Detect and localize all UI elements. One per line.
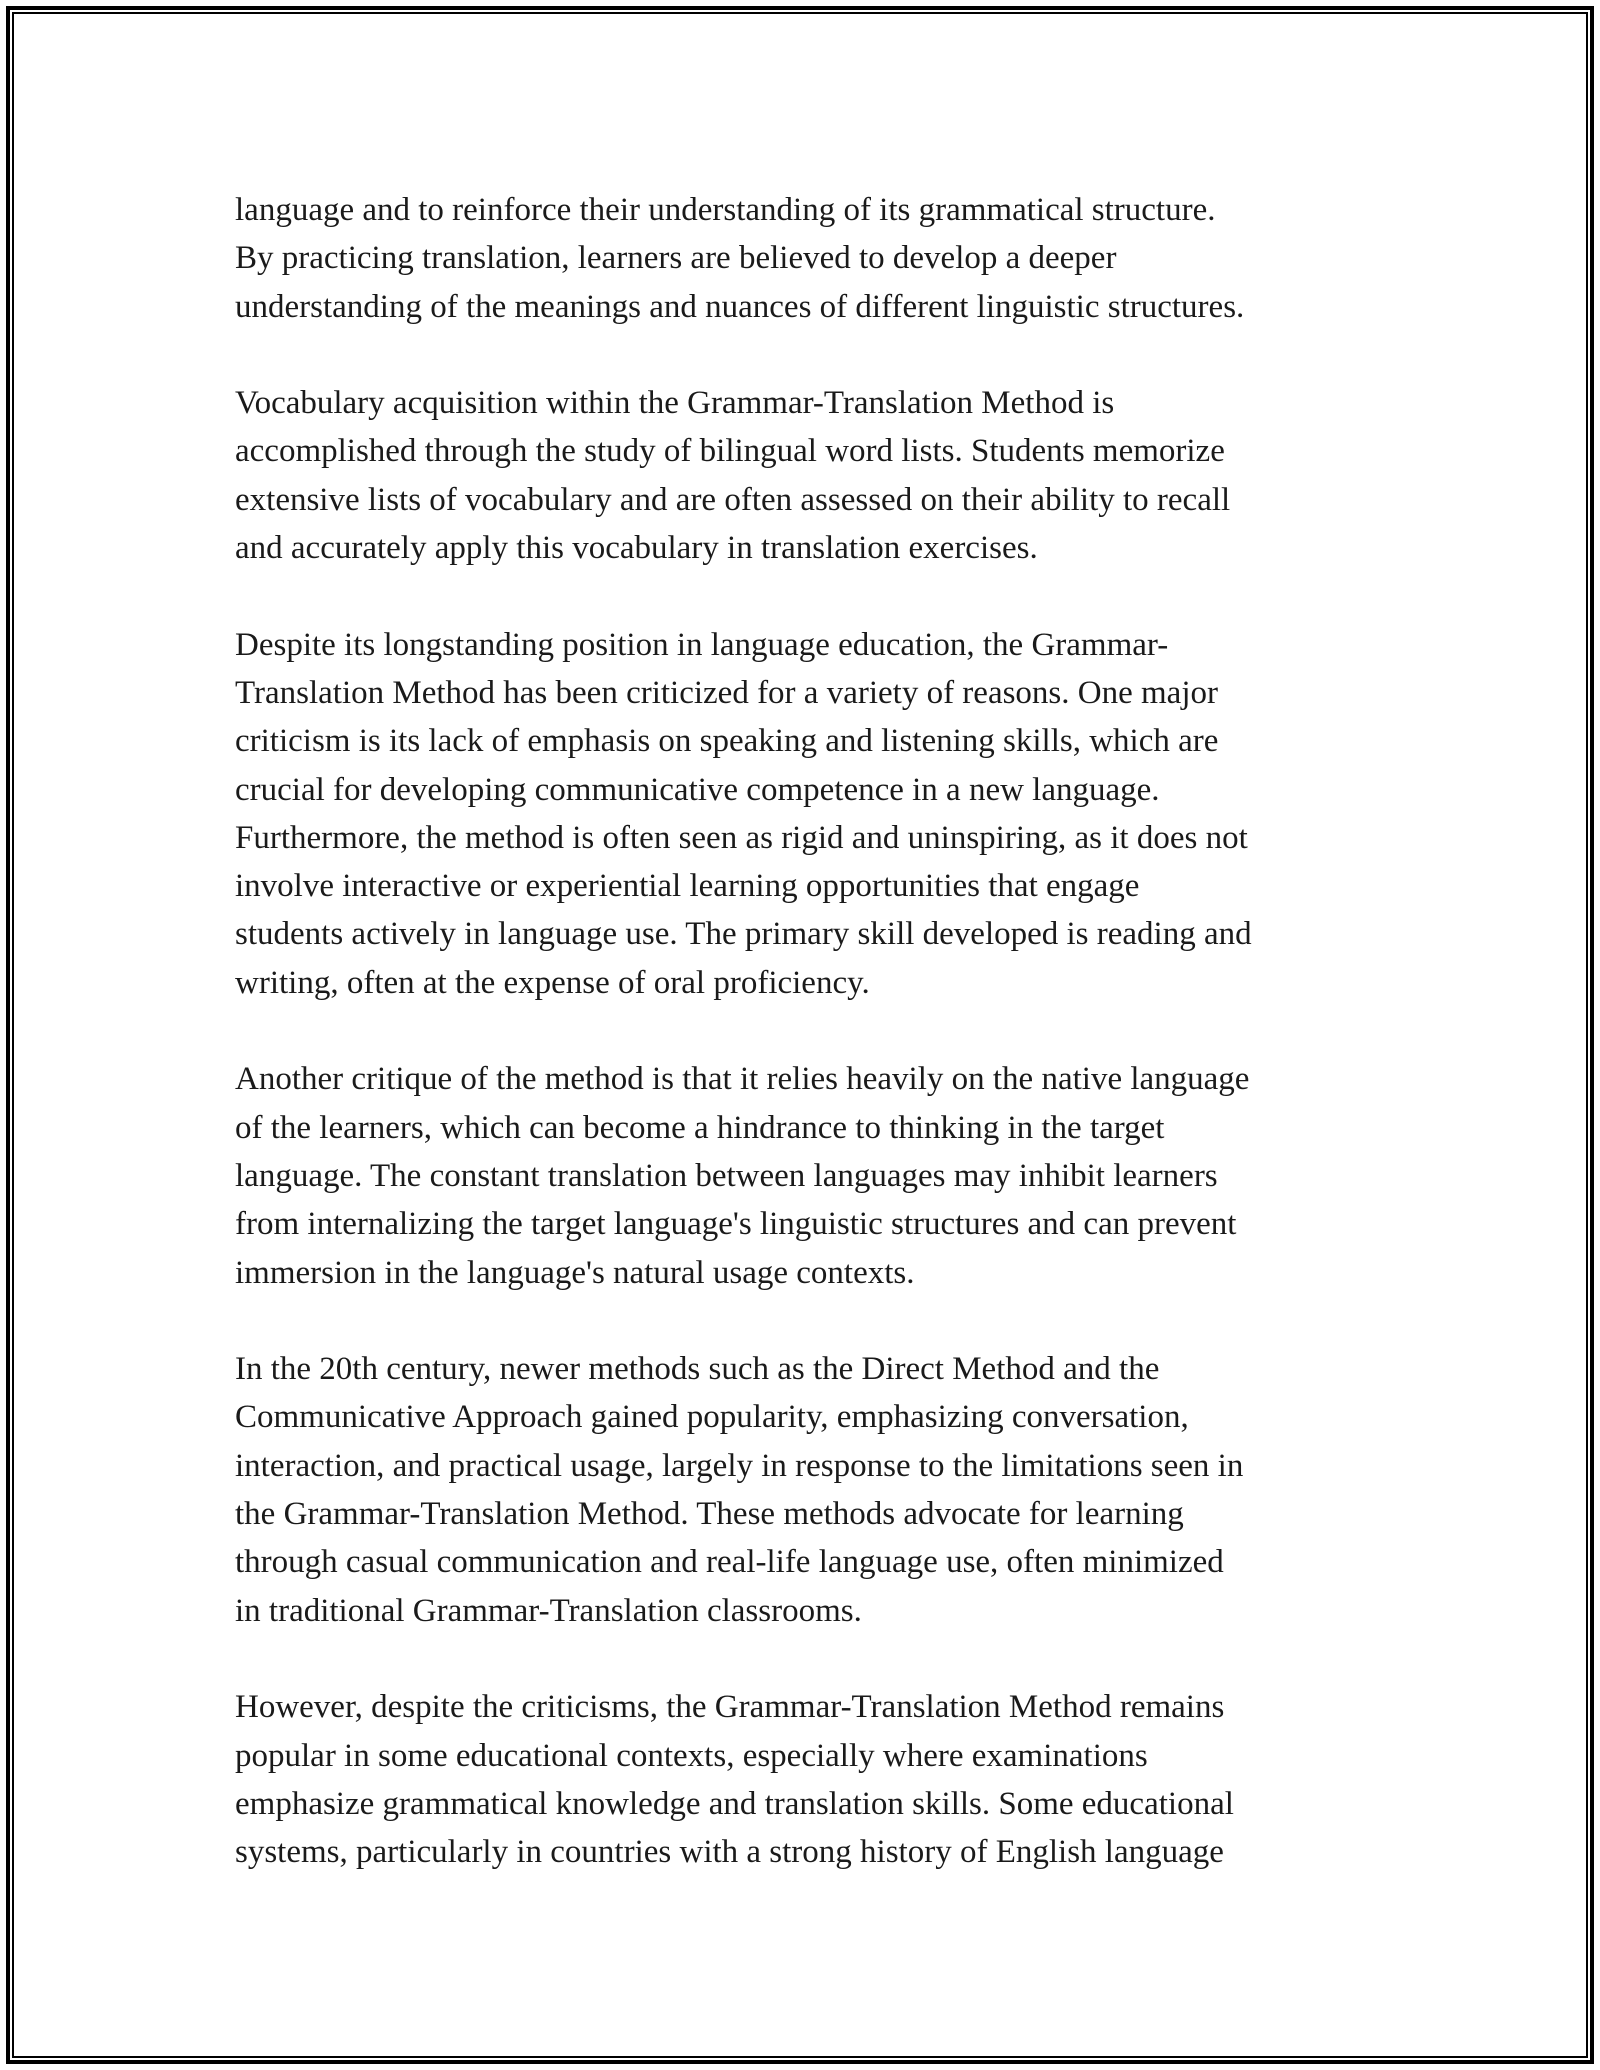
text-line: Furthermore, the method is often seen as rigid and uninspiring, as it does not (235, 819, 1248, 856)
text-line: in traditional Grammar-Translation classrooms. (235, 1592, 862, 1629)
text-line: systems, particularly in countries with a strong history of English language (235, 1834, 1224, 1871)
text-line: and accurately apply this vocabulary in translation exercises. (235, 530, 1038, 567)
text-line: of the learners, which can become a hindrance to thinking in the target (235, 1109, 1165, 1146)
text-line: from internalizing the target language's linguistic structures and can prevent (235, 1206, 1237, 1243)
text-line: criticism is its lack of emphasis on speaking and listening skills, which are (235, 723, 1219, 760)
document-body (235, 186, 1385, 1925)
text-line: By practicing translation, learners are believed to develop a deeper (235, 240, 1117, 277)
text-line: extensive lists of vocabulary and are often assessed on their ability to recall (235, 481, 1231, 518)
paragraph (235, 379, 1385, 572)
text-line: interaction, and practical usage, largely in response to the limitations seen in (235, 1447, 1244, 1484)
text-line: language. The constant translation between languages may inhibit learners (235, 1157, 1218, 1194)
text-line: Communicative Approach gained popularity, emphasizing conversation, (235, 1399, 1189, 1436)
paragraph (235, 621, 1385, 1007)
paragraph (235, 1683, 1385, 1876)
text-line: accomplished through the study of bilingual word lists. Students memorize (235, 433, 1225, 470)
text-line: understanding of the meanings and nuances of different linguistic structures. (235, 288, 1245, 325)
text-line: In the 20th century, newer methods such as the Direct Method and the (235, 1351, 1160, 1388)
text-line: emphasize grammatical knowledge and translation skills. Some educational (235, 1785, 1234, 1822)
text-line: immersion in the language's natural usage contexts. (235, 1254, 915, 1291)
text-line: language and to reinforce their understanding of its grammatical structure. (235, 192, 1216, 228)
text-line: Despite its longstanding position in language education, the Grammar- (235, 626, 1169, 663)
text-line: writing, often at the expense of oral proficiency. (235, 964, 870, 1001)
text-line: through casual communication and real-life language use, often minimized (235, 1544, 1224, 1581)
text-line: Another critique of the method is that it relies heavily on the native language (235, 1061, 1250, 1098)
paragraph (235, 1055, 1385, 1296)
text-line: the Grammar-Translation Method. These methods advocate for learning (235, 1496, 1184, 1533)
text-line: Vocabulary acquisition within the Grammar-Translation Method is (235, 385, 1115, 422)
text-line: However, despite the criticisms, the Grammar-Translation Method remains (235, 1689, 1225, 1726)
text-line: Translation Method has been criticized for a variety of reasons. One major (235, 674, 1218, 711)
text-line: crucial for developing communicative competence in a new language. (235, 771, 1160, 808)
paragraph (235, 1345, 1385, 1635)
paragraph (235, 186, 1385, 331)
text-line: involve interactive or experiential learning opportunities that engage (235, 868, 1140, 905)
text-line: students actively in language use. The primary skill developed is reading and (235, 916, 1252, 953)
text-line: popular in some educational contexts, especially where examinations (235, 1737, 1148, 1774)
